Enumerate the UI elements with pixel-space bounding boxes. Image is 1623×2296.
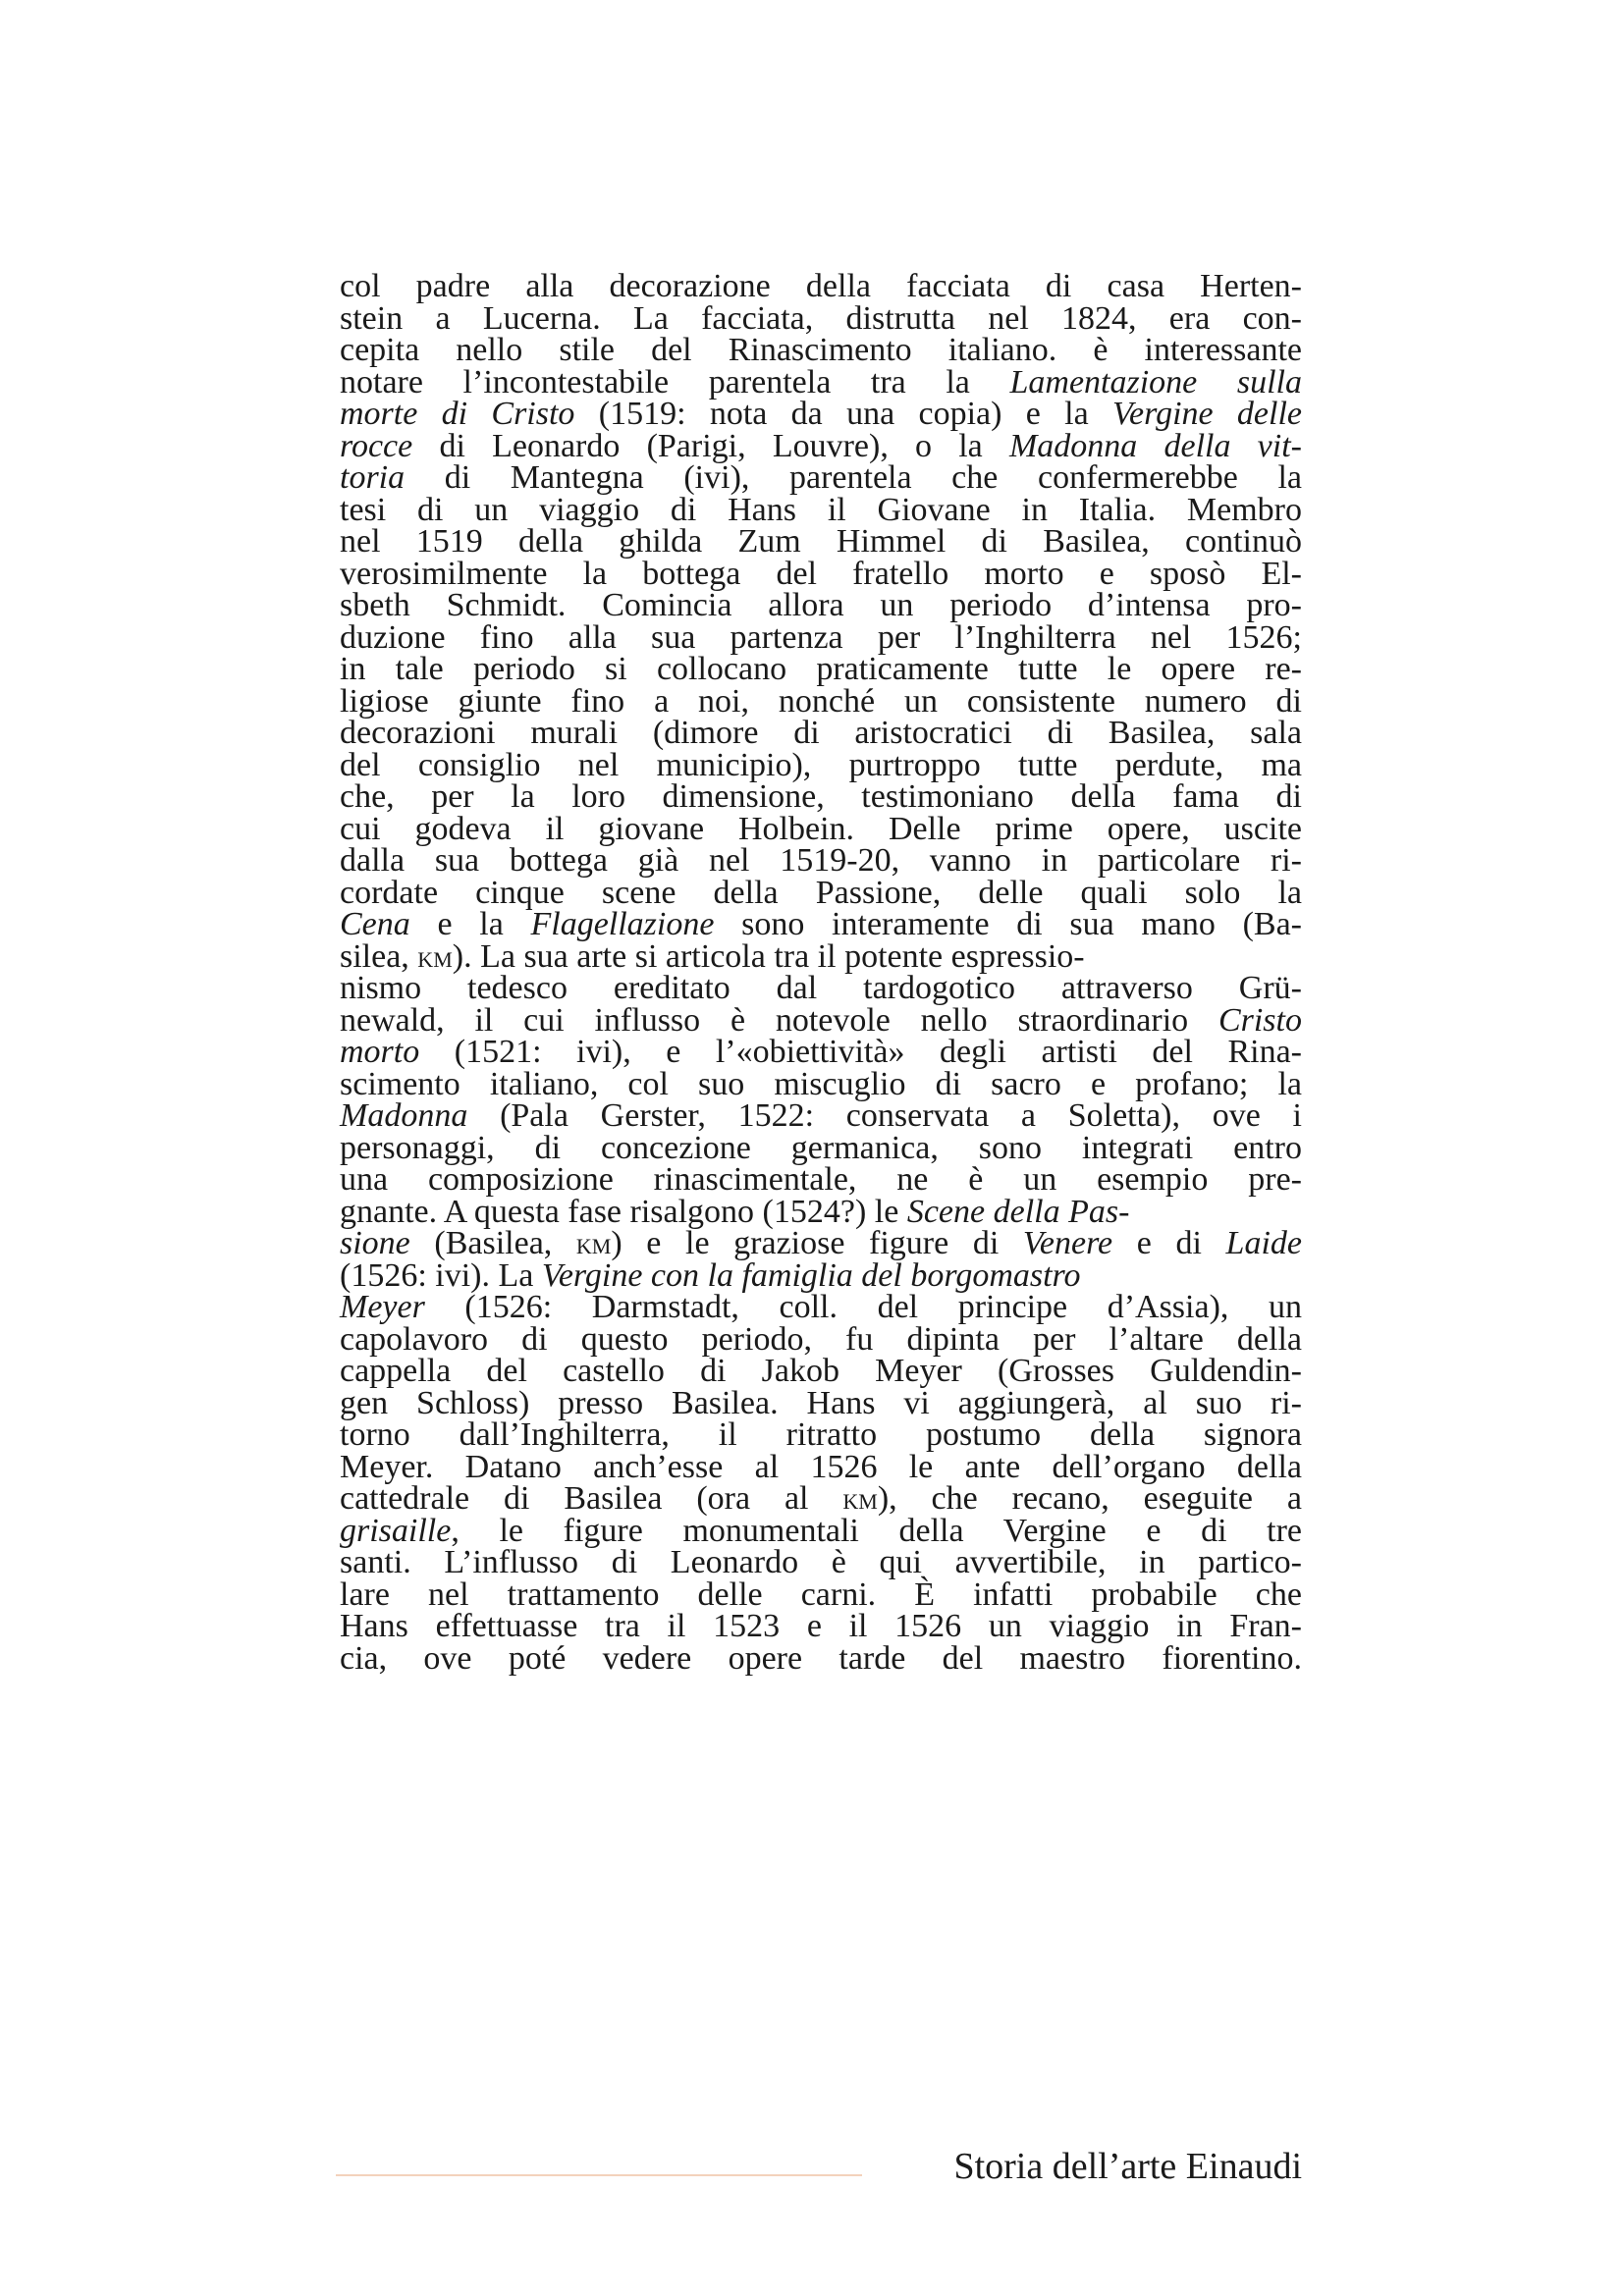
text-line	[340, 1065, 1302, 1102]
text-segment: (1519: nota da una copia) e la	[574, 396, 1113, 432]
text-segment: (Basilea,	[409, 1225, 576, 1261]
text-line	[340, 778, 1302, 815]
italic-title: Vergine con la famiglia del borgomastro	[541, 1256, 1081, 1294]
text-segment: in tale periodo si collocano praticamente tutte le opere re-	[340, 651, 1302, 687]
italic-title: Cristo	[1217, 1001, 1302, 1039]
text-line	[340, 618, 1302, 656]
text-line	[340, 1384, 1302, 1421]
text-line	[340, 651, 1302, 687]
italic-title: Madonna della vit-	[1008, 427, 1302, 464]
text-segment: cappella del castello di Jakob Meyer (Grosses Guldendin-	[340, 1353, 1302, 1389]
text-line	[340, 1608, 1302, 1644]
text-line	[340, 874, 1302, 911]
text-segment: di Mantegna (ivi), parentela che confermerebbe la	[405, 459, 1302, 496]
text-segment: del consiglio nel municipio), purtroppo tutte perdute, ma	[340, 746, 1302, 783]
text-segment: nel 1519 della ghilda Zum Himmel di Basilea, continuò	[340, 523, 1302, 560]
text-line	[340, 268, 1302, 304]
text-line	[340, 1161, 1302, 1198]
text-segment: cia, ove poté vedere opere tarde del maestro fiorentino.	[340, 1639, 1302, 1677]
italic-title: morto	[340, 1034, 420, 1070]
text-line	[340, 587, 1302, 623]
text-segment: ligiose giunte fino a noi, nonché un consistente numero di	[340, 682, 1302, 720]
text-segment: nismo tedesco ereditato dal tardogotico attraverso Grü-	[340, 970, 1302, 1006]
text-segment: cui godeva il giovane Holbein. Delle prime opere, uscite	[340, 810, 1302, 847]
text-line	[340, 1289, 1302, 1325]
text-line	[340, 682, 1302, 720]
text-line	[340, 1480, 1303, 1517]
italic-title: morte di Cristo	[340, 396, 575, 432]
text-line	[340, 363, 1302, 400]
text-segment: (1521: ivi), e l’«obiettività» degli artisti del Rina-	[419, 1034, 1302, 1070]
text-line	[340, 1001, 1302, 1039]
italic-title: Laide	[1225, 1225, 1302, 1261]
text-line	[340, 1353, 1302, 1389]
text-segment: , le figure monumentali della Vergine e di tre	[451, 1512, 1302, 1549]
text-line	[340, 1512, 1302, 1549]
text-segment: di Leonardo (Parigi, Louvre), o la	[412, 427, 1009, 464]
text-segment: col padre alla decorazione della facciata di casa Herten-	[340, 268, 1302, 304]
text-segment: che, per la loro dimensione, testimoniano della fama di	[340, 778, 1302, 815]
abbreviation: km	[575, 1226, 612, 1260]
text-line	[340, 1416, 1302, 1453]
text-segment: tesi di un viaggio di Hans il Giovane in Italia. Membro	[340, 491, 1302, 528]
body-text	[340, 268, 1303, 1677]
footer-title: Storia dell’arte Einaudi	[953, 2146, 1302, 2187]
italic-title: Scene della Pas-	[906, 1193, 1130, 1230]
text-segment: newald, il cui influsso è notevole nello straordinario	[340, 1001, 1218, 1039]
text-line	[340, 715, 1302, 751]
text-line	[340, 937, 1302, 975]
text-segment: Meyer. Datano anch’esse al 1526 le ante dell’organo della	[340, 1448, 1302, 1485]
footer-rule	[336, 2174, 862, 2176]
text-line	[340, 1544, 1302, 1580]
text-line	[340, 1129, 1302, 1166]
italic-title: Meyer	[340, 1289, 425, 1325]
italic-title: Venere	[1022, 1225, 1113, 1261]
text-segment: duzione fino alla sua partenza per l’Inghilterra nel 1526;	[340, 618, 1302, 656]
italic-title: grisaille	[340, 1512, 452, 1549]
text-segment: lare nel trattamento delle carni. È infatti probabile che	[340, 1575, 1302, 1613]
text-segment: cattedrale di Basilea (ora al	[340, 1480, 843, 1517]
text-line	[340, 1256, 1302, 1294]
text-line	[340, 299, 1302, 337]
text-segment: decorazioni murali (dimore di aristocratici di Basilea, sala	[340, 715, 1302, 751]
text-segment: dalla sua bottega già nel 1519-20, vanno in particolare ri-	[340, 842, 1302, 879]
text-segment: Hans effettuasse tra il 1523 e il 1526 un viaggio in Fran-	[340, 1608, 1302, 1644]
text-segment: una composizione rinascimentale, ne è un esempio pre-	[340, 1161, 1302, 1198]
text-segment: gen Schloss) presso Basilea. Hans vi aggiungerà, al suo ri-	[340, 1384, 1302, 1421]
text-line	[340, 491, 1302, 528]
text-line	[340, 1575, 1302, 1613]
text-segment: e la	[409, 906, 531, 942]
text-line	[340, 1639, 1302, 1677]
italic-title: toria	[340, 459, 406, 496]
text-line	[340, 523, 1302, 560]
italic-title: Lamentazione sulla	[1009, 363, 1302, 400]
text-segment: silea,	[340, 937, 418, 975]
text-line	[340, 427, 1302, 464]
text-line	[340, 396, 1302, 432]
text-line	[340, 1225, 1302, 1261]
text-line	[340, 459, 1302, 496]
text-segment: ), che recano, eseguite a	[877, 1480, 1303, 1517]
text-segment: ). La sua arte si articola tra il potente espressio-	[452, 937, 1085, 975]
text-line	[340, 555, 1302, 592]
text-line	[340, 746, 1302, 783]
text-segment: scimento italiano, col suo miscuglio di sacro e profano; la	[340, 1065, 1302, 1102]
text-line	[340, 1320, 1302, 1358]
text-segment: verosimilmente la bottega del fratello morto e sposò El-	[340, 555, 1302, 592]
text-line	[340, 1097, 1302, 1134]
text-segment: santi. L’influsso di Leonardo è qui avvertibile, in partico-	[340, 1544, 1302, 1580]
text-segment: sono interamente di sua mano (Ba-	[714, 906, 1302, 942]
text-segment: gnante. A questa fase risalgono (1524?) le	[340, 1193, 907, 1230]
text-segment: cepita nello stile del Rinascimento italiano. è interessante	[340, 332, 1302, 368]
text-segment: (1526: Darmstadt, coll. del principe d’Assia), un	[424, 1289, 1302, 1325]
italic-title: Madonna	[340, 1097, 468, 1134]
text-segment: torno dall’Inghilterra, il ritratto postumo della signora	[340, 1416, 1302, 1453]
italic-title: Vergine delle	[1112, 396, 1302, 432]
text-line	[340, 1034, 1302, 1070]
abbreviation: km	[417, 938, 453, 974]
text-segment: ) e le graziose figure di	[611, 1225, 1023, 1261]
text-line	[340, 842, 1302, 879]
italic-title: sione	[340, 1225, 410, 1261]
italic-title: Cena	[340, 906, 410, 942]
text-segment: (Pala Gerster, 1522: conservata a Soletta), ove i	[467, 1097, 1302, 1134]
text-line	[340, 1448, 1302, 1485]
text-segment: personaggi, di concezione germanica, sono integrati entro	[340, 1129, 1302, 1166]
text-line	[340, 1193, 1302, 1230]
abbreviation: km	[842, 1481, 878, 1516]
text-line	[340, 332, 1302, 368]
italic-title: rocce	[340, 427, 413, 464]
text-segment: cordate cinque scene della Passione, delle quali solo la	[340, 874, 1302, 911]
text-segment: notare l’incontestabile parentela tra la	[340, 363, 1010, 400]
text-segment: sbeth Schmidt. Comincia allora un periodo d’intensa pro-	[340, 587, 1302, 623]
text-segment: stein a Lucerna. La facciata, distrutta nel 1824, era con-	[340, 299, 1302, 337]
text-line	[340, 906, 1302, 942]
text-line	[340, 970, 1302, 1006]
text-line	[340, 810, 1302, 847]
text-segment: capolavoro di questo periodo, fu dipinta per l’altare della	[340, 1320, 1302, 1358]
italic-title: Flagellazione	[530, 906, 715, 942]
text-segment: (1526: ivi). La	[340, 1256, 542, 1294]
text-segment: e di	[1112, 1225, 1226, 1261]
